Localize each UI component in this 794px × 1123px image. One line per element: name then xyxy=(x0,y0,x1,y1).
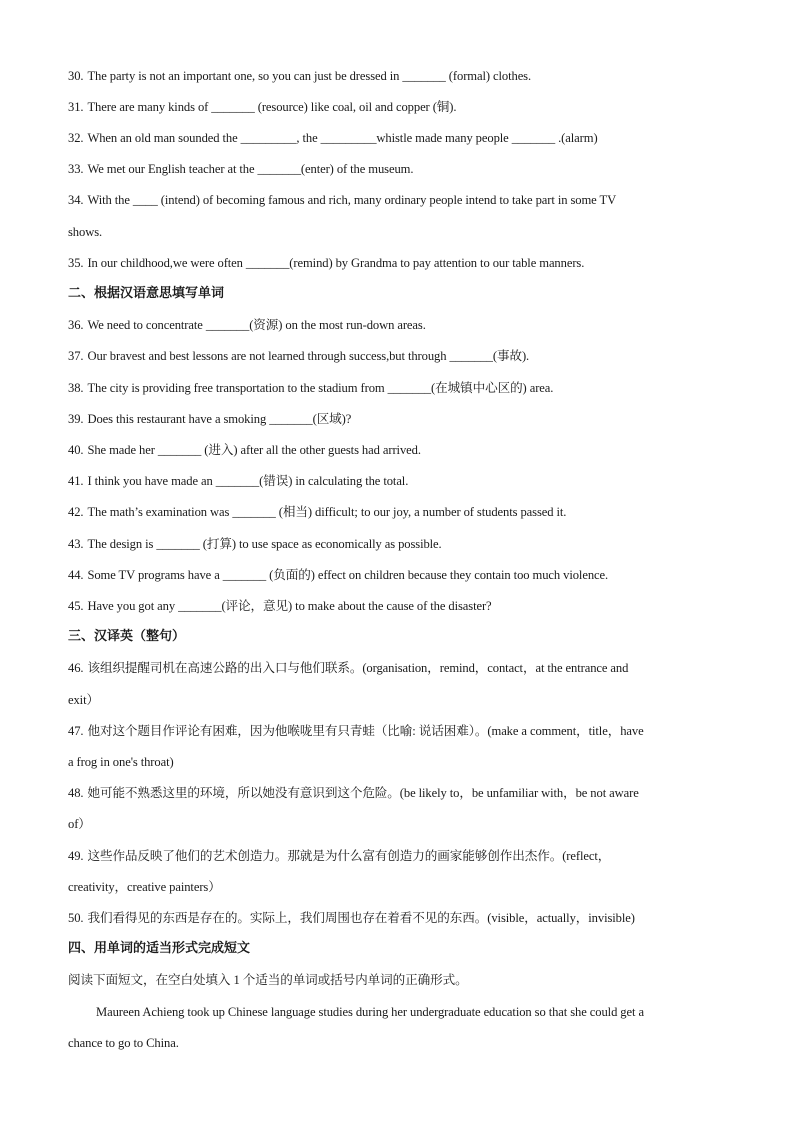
question-45: 45. Have you got any _______(评论，意见) to make about the cause of the disaster? xyxy=(68,599,492,613)
question-34-continued: shows. xyxy=(68,225,103,239)
question-48: 48. 她可能不熟悉这里的环境，所以她没有意识到这个危险。(be likely to，be unfamiliar with，be not aware xyxy=(68,786,639,800)
question-49: 49. 这些作品反映了他们的艺术创造力。那就是为什么富有创造力的画家能够创作出杰作。(reflect， xyxy=(68,849,611,863)
question-30: 30. The party is not an important one, so you can just be dressed in _______ (formal) clothes. xyxy=(68,69,532,83)
question-46: 46. 该组织提醒司机在高速公路的出入口与他们联系。(organisation，remind，contact，at the entrance and xyxy=(68,661,629,675)
question-34: 34. With the ____ (intend) of becoming famous and rich, many ordinary people intend to take part in some TV xyxy=(68,193,617,207)
question-39: 39. Does this restaurant have a smoking _______(区域)? xyxy=(68,412,352,426)
passage-line-2: chance to go to China. xyxy=(68,1036,179,1050)
question-31: 31. There are many kinds of _______ (resource) like coal, oil and copper (铜). xyxy=(68,100,457,114)
question-40: 40. She made her _______ (进入) after all the other guests had arrived. xyxy=(68,443,421,457)
question-41: 41. I think you have made an _______(错误) in calculating the total. xyxy=(68,474,409,488)
question-33: 33. We met our English teacher at the _______(enter) of the museum. xyxy=(68,162,414,176)
passage-line-1: Maureen Achieng took up Chinese language studies during her undergraduate education so that she could get a xyxy=(96,1005,644,1019)
question-49-continued: creativity，creative painters） xyxy=(68,880,221,894)
section-4-heading: 四、用单词的适当形式完成短文 xyxy=(68,941,251,956)
question-37: 37. Our bravest and best lessons are not learned through success,but through _______(事故). xyxy=(68,349,530,363)
question-35: 35. In our childhood,we were often _______(remind) by Grandma to pay attention to our table manners. xyxy=(68,256,585,270)
question-32: 32. When an old man sounded the _________, the _________whistle made many people _______ .(alarm) xyxy=(68,131,598,145)
question-42: 42. The math’s examination was _______ (相当) difficult; to our joy, a number of students passed it. xyxy=(68,505,567,519)
question-47-continued: a frog in one's throat) xyxy=(68,755,174,769)
question-50: 50. 我们看得见的东西是存在的。实际上，我们周围也存在着看不见的东西。(visible，actually，invisible) xyxy=(68,911,635,925)
section-4-instruction: 阅读下面短文，在空白处填入 1 个适当的单词或括号内单词的正确形式。 xyxy=(68,973,468,987)
section-3-heading: 三、汉译英（整句） xyxy=(68,629,186,644)
question-48-continued: of） xyxy=(68,817,91,831)
question-43: 43. The design is _______ (打算) to use space as economically as possible. xyxy=(68,537,442,551)
question-46-continued: exit） xyxy=(68,693,99,707)
question-36: 36. We need to concentrate _______(资源) on the most run-down areas. xyxy=(68,318,426,332)
question-38: 38. The city is providing free transportation to the stadium from _______(在城镇中心区的) area. xyxy=(68,381,554,395)
question-47: 47. 他对这个题目作评论有困难，因为他喉咙里有只青蛙（比喻: 说话困难）。(make a comment，title，have xyxy=(68,724,644,738)
section-2-heading: 二、根据汉语意思填写单词 xyxy=(68,286,225,301)
question-44: 44. Some TV programs have a _______ (负面的) effect on children because they contain too much violence. xyxy=(68,568,609,582)
